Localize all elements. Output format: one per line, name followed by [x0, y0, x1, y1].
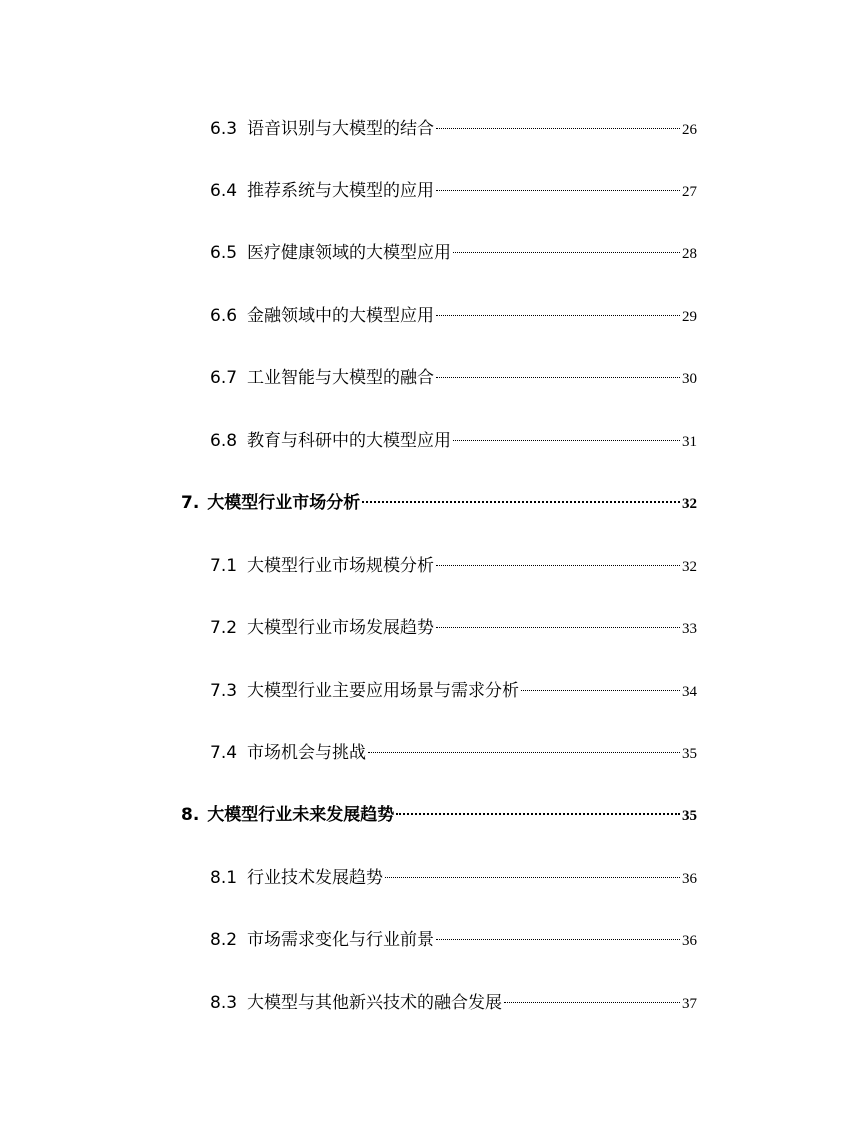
toc-entry-label: [210, 428, 451, 454]
toc-chapter-number: 7.: [181, 493, 200, 513]
toc-entry-page: 36: [682, 871, 697, 887]
toc-entry-title: 工业智能与大模型的融合: [247, 368, 435, 388]
toc-chapter-page: 35: [682, 808, 697, 824]
dot-leader: [385, 876, 680, 878]
dot-leader: [453, 439, 680, 441]
toc-chapter-title: 大模型行业未来发展趋势: [207, 805, 395, 825]
toc-entry-title: 市场需求变化与行业前景: [247, 930, 435, 950]
toc-entry-7-1[interactable]: [210, 553, 697, 579]
toc-chapter-7[interactable]: [181, 490, 697, 516]
toc-entry-number: 6.3: [210, 119, 238, 139]
toc-entry-page: 37: [682, 996, 697, 1012]
dot-leader: [368, 751, 680, 753]
toc-entry-label: [210, 553, 434, 579]
dot-leader: [436, 314, 680, 316]
toc-entry-title: 语音识别与大模型的结合: [247, 119, 435, 139]
toc-entry-6-4[interactable]: [210, 178, 697, 204]
toc-entry-number: 7.3: [210, 681, 238, 701]
toc-entry-title: 医疗健康领域的大模型应用: [247, 243, 452, 263]
toc-entry-title: 大模型行业市场规模分析: [247, 556, 435, 576]
toc-entry-number: 6.4: [210, 181, 238, 201]
toc-entry-label: [210, 678, 519, 704]
toc-entry-title: 金融领域中的大模型应用: [247, 306, 435, 326]
toc-entry-label: [210, 240, 451, 266]
toc-entry-number: 6.5: [210, 243, 238, 263]
toc-entry-page: 29: [682, 309, 697, 325]
toc-entry-label: [210, 927, 434, 953]
toc-entry-page: 36: [682, 933, 697, 949]
toc-entry-label: [210, 990, 502, 1016]
toc-entry-7-3[interactable]: [210, 678, 697, 704]
toc-entry-6-5[interactable]: [210, 240, 697, 266]
toc-chapter-label: [181, 490, 360, 516]
toc-entry-number: 8.3: [210, 993, 238, 1013]
dot-leader: [396, 812, 680, 815]
toc-entry-number: 7.4: [210, 743, 238, 763]
dot-leader: [453, 251, 680, 253]
toc-entry-title: 教育与科研中的大模型应用: [247, 431, 452, 451]
toc-chapter-title: 大模型行业市场分析: [207, 493, 361, 513]
toc-entry-title: 推荐系统与大模型的应用: [247, 181, 435, 201]
dot-leader: [436, 626, 680, 628]
toc-entry-page: 31: [682, 434, 697, 450]
toc-entry-page: 34: [682, 684, 697, 700]
toc-entry-page: 27: [682, 184, 697, 200]
toc-entry-page: 32: [682, 559, 697, 575]
toc-entry-6-6[interactable]: [210, 303, 697, 329]
toc-entry-6-7[interactable]: [210, 365, 697, 391]
toc-entry-page: 26: [682, 122, 697, 138]
dot-leader: [436, 376, 680, 378]
toc-entry-number: 7.2: [210, 618, 238, 638]
toc-entry-page: 33: [682, 621, 697, 637]
toc-entry-8-3[interactable]: [210, 990, 697, 1016]
toc-entry-title: 大模型行业市场发展趋势: [247, 618, 435, 638]
toc-entry-page: 35: [682, 746, 697, 762]
toc-entry-title: 市场机会与挑战: [247, 743, 367, 763]
toc-entry-label: [210, 615, 434, 641]
toc-entry-number: 8.1: [210, 868, 238, 888]
toc-entry-number: 8.2: [210, 930, 238, 950]
toc-entry-8-1[interactable]: [210, 865, 697, 891]
toc-entry-number: 6.6: [210, 306, 238, 326]
toc-chapter-page: 32: [682, 496, 697, 512]
toc-entry-6-8[interactable]: [210, 428, 697, 454]
toc-entry-label: [210, 365, 434, 391]
toc-entry-title: 大模型行业主要应用场景与需求分析: [247, 681, 520, 701]
dot-leader: [362, 500, 680, 503]
toc-entry-8-2[interactable]: [210, 927, 697, 953]
toc-entry-number: 6.7: [210, 368, 238, 388]
toc-chapter-number: 8.: [181, 805, 200, 825]
dot-leader: [436, 938, 680, 940]
toc-entry-7-4[interactable]: [210, 740, 697, 766]
dot-leader: [504, 1001, 680, 1003]
toc-entry-number: 7.1: [210, 556, 238, 576]
toc-entry-label: [210, 178, 434, 204]
toc-entry-number: 6.8: [210, 431, 238, 451]
toc-entry-label: [210, 303, 434, 329]
toc-entry-label: [210, 865, 383, 891]
toc-entry-label: [210, 740, 366, 766]
toc-entry-7-2[interactable]: [210, 615, 697, 641]
toc-chapter-8[interactable]: [181, 802, 697, 828]
dot-leader: [521, 689, 680, 691]
dot-leader: [436, 189, 680, 191]
toc-entry-title: 行业技术发展趋势: [247, 868, 384, 888]
toc-entry-title: 大模型与其他新兴技术的融合发展: [247, 993, 503, 1013]
toc-entry-6-3[interactable]: [210, 116, 697, 142]
toc-entry-page: 30: [682, 371, 697, 387]
dot-leader: [436, 564, 680, 566]
toc-entry-label: [210, 116, 434, 142]
toc-entry-page: 28: [682, 246, 697, 262]
dot-leader: [436, 127, 680, 129]
toc-chapter-label: [181, 802, 394, 828]
